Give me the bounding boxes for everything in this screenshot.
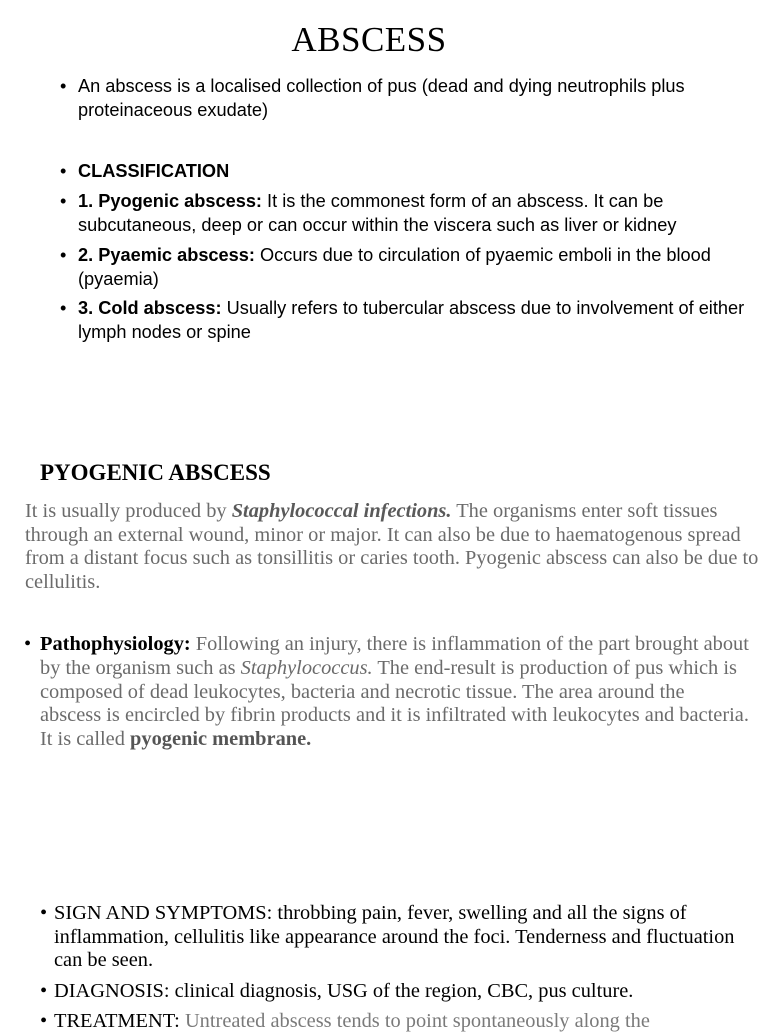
intro-paragraph bbox=[25, 500, 765, 594]
classification-bullet bbox=[60, 160, 758, 184]
classification-item bbox=[60, 190, 758, 237]
bullet-dot-icon: • bbox=[40, 1010, 48, 1032]
organism-name: Staphylococcus. bbox=[240, 656, 373, 679]
treatment-label: TREATMENT: bbox=[54, 1010, 180, 1032]
classification-heading: CLASSIFICATION bbox=[78, 161, 230, 181]
intro-text: The organisms enter soft tissues through an external wound, minor or major. It can also be due to haematogenous spread from a distant focus such as tonsillitis or caries tooth. Pyogenic abscess can also be due to cellulitis. bbox=[25, 500, 759, 593]
treatment-bullet bbox=[40, 1010, 754, 1034]
classification-item-text: It is the commonest form of an abscess. It can be subcutaneous, deep or can occur within the viscera such as liver or kidney bbox=[78, 191, 677, 235]
classification-item-text: Occurs due to circulation of pyaemic emboli in the blood (pyaemia) bbox=[78, 245, 711, 289]
pathophysiology-text: Following an injury, there is inflammation of the part brought about by the organism such as bbox=[40, 633, 749, 679]
bullet-dot-icon: • bbox=[24, 633, 32, 655]
signs-bullet bbox=[40, 902, 754, 973]
diagnosis-bullet bbox=[40, 980, 754, 1004]
bullet-dot-icon: • bbox=[40, 980, 48, 1002]
bullet-dot-icon: • bbox=[60, 298, 67, 318]
intro-emphasis: Staphylococcal infections. bbox=[231, 500, 452, 522]
bullet-dot-icon: • bbox=[60, 245, 67, 265]
diagnosis-text: DIAGNOSIS: clinical diagnosis, USG of the region, CBC, pus culture. bbox=[54, 980, 634, 1002]
bullet-dot-icon: • bbox=[60, 191, 67, 211]
signs-text: SIGN AND SYMPTOMS: throbbing pain, fever, swelling and all the signs of inflammation, cellulitis like appearance around the foci. Tenderness and fluctuation can be seen. bbox=[54, 902, 735, 971]
definition-text: An abscess is a localised collection of pus (dead and dying neutrophils plus proteinaceous exudate) bbox=[78, 76, 685, 120]
classification-item bbox=[60, 297, 758, 344]
bullet-dot-icon: • bbox=[60, 76, 67, 96]
pathophysiology-label: Pathophysiology: bbox=[40, 633, 191, 655]
page-title: ABSCESS bbox=[291, 20, 447, 59]
treatment-text: Untreated abscess tends to point spontaneously along the bbox=[179, 1010, 650, 1032]
definition-bullet bbox=[60, 75, 758, 122]
pathophysiology-bullet bbox=[24, 633, 750, 752]
intro-text: It is usually produced by bbox=[25, 500, 232, 522]
classification-item-label: 1. Pyogenic abscess: bbox=[78, 191, 262, 211]
classification-item bbox=[60, 244, 758, 291]
classification-item-label: 2. Pyaemic abscess: bbox=[78, 245, 255, 265]
section-title: PYOGENIC ABSCESS bbox=[40, 460, 271, 485]
pathophysiology-text: The end-result is production of pus which is composed of dead leukocytes, bacteria and necrotic tissue. The area around the abscess is encircled by fibrin products and it is infiltrated with leukocytes and bacteria. It is called bbox=[40, 656, 749, 751]
classification-item-text: Usually refers to tubercular abscess due to involvement of either lymph nodes or spine bbox=[78, 298, 745, 342]
pyogenic-membrane-term: pyogenic membrane. bbox=[130, 728, 312, 751]
bullet-dot-icon: • bbox=[60, 161, 67, 181]
bullet-dot-icon: • bbox=[40, 902, 48, 924]
classification-item-label: 3. Cold abscess: bbox=[78, 298, 222, 318]
